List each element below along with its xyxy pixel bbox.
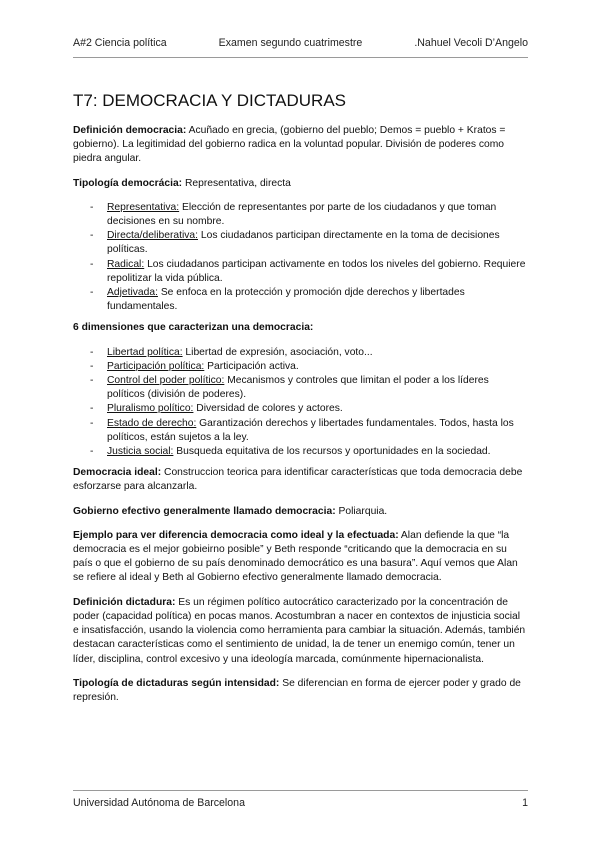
list-text: Participación activa.: [204, 360, 299, 372]
list-text: Busqueda equitativa de los recursos y oportunidades en la sociedad.: [173, 446, 491, 458]
tipologia-dictaduras: [73, 677, 528, 705]
definicion-democracia-text: Acuñado en grecia, (gobierno del pueblo; Demos = pueblo + Kratos = gobierno). La legitimidad del gobierno radica en la voluntad popular. División de poderes como piedra angular.: [73, 125, 506, 165]
democracia-ideal-text: Construccion teorica para identificar características que toda democracia debe esforzarse para alcanzarla.: [73, 467, 523, 493]
gobierno-efectivo-label: Gobierno efectivo generalmente llamado democracia:: [73, 505, 336, 517]
header-author: .Nahuel Vecoli D’Angelo: [414, 37, 528, 49]
dash-marker: -: [90, 360, 94, 372]
list-text: Se enfoca en la protección y promoción djde derechos y libertades fundamentales.: [107, 287, 465, 313]
tipologia-label: Tipología democrácia:: [73, 177, 183, 189]
tipologia-dictaduras-text: Se diferencian en forma de ejercer poder y grado de represión.: [73, 677, 521, 703]
dash-marker: -: [90, 403, 94, 415]
definicion-dictadura: [73, 596, 528, 667]
list-term: Representativa:: [107, 201, 180, 213]
list-item: [73, 417, 528, 445]
list-text: Los ciudadanos participan directamente en la toma de decisiones políticas.: [107, 230, 500, 256]
header-course: A#2 Ciencia política: [73, 37, 167, 49]
dimensiones-label: 6 dimensiones que caracterizan una democracia:: [73, 322, 314, 334]
page-number: 1: [522, 797, 528, 809]
list-text: Mecanismos y controles que limitan el poder a los líderes políticos (división de poderes).: [107, 375, 489, 401]
dash-marker: -: [90, 201, 94, 213]
list-item: [73, 346, 528, 360]
list-term: Participación política:: [107, 360, 205, 372]
definicion-democracia: [73, 124, 528, 167]
document-body: [73, 124, 528, 715]
gobierno-efectivo-text: Poliarquia.: [335, 505, 388, 517]
page-header: [73, 37, 528, 49]
ejemplo-text: Alan defiende la que “la democracia es el mejor gobieirno posible” y Beth responde “criticando que la democracia en su país o que el gobierno de su país denominado democrático es una basura”. Aquí vemos que Alan se refiere al ideal y Beth al Gobierno efectivo generalmente llamado democracia.: [73, 529, 518, 584]
tipologia-dictaduras-label: Tipología de dictaduras según intensidad:: [73, 677, 280, 689]
footer-university: Universidad Autónoma de Barcelona: [73, 797, 245, 809]
list-term: Adjetivada:: [107, 287, 158, 299]
definicion-dictadura-text: Es un régimen político autocrático caracterizado por la concentración de poder (capacidad política) en pocas manos. Acostumbran a nacer en contextos de injusticia social e insatisfacción, usando la violencia como herramienta para cambiar la situación. Además, también destacan características como el sentimiento de unidad, la de tener un enemigo común, tener un líder, disciplina, control excesivo y una ideología marcada, comúnmente hipernacionalista.: [73, 596, 526, 665]
page-title: T7: DEMOCRACIA Y DICTADURAS: [73, 91, 346, 110]
footer-rule: [73, 790, 528, 791]
democracia-ideal-label: Democracia ideal:: [73, 467, 162, 479]
list-item: [73, 201, 528, 229]
dash-marker: -: [90, 375, 94, 387]
list-term: Estado de derecho:: [107, 417, 197, 429]
definicion-democracia-label: Definición democracia:: [73, 125, 187, 136]
gobierno-efectivo: [73, 505, 528, 519]
list-item: [73, 286, 528, 314]
ejemplo-label: Ejemplo para ver diferencia democracia como ideal y la efectuada:: [73, 529, 399, 541]
tipologia-text: Representativa, directa: [182, 177, 291, 189]
list-item: [73, 360, 528, 374]
list-text: Los ciudadanos participan activamente en todos los niveles del gobierno. Requiere repolitizar la vida pública.: [107, 258, 526, 284]
list-text: Libertad de expresión, asociación, voto...: [182, 346, 373, 358]
dash-marker: -: [90, 346, 94, 358]
dimensiones-heading: [73, 321, 528, 335]
list-term: Radical:: [107, 258, 145, 270]
list-term: Directa/deliberativa:: [107, 230, 198, 242]
page-footer: [73, 797, 528, 809]
dash-marker: -: [90, 230, 94, 242]
dash-marker: -: [90, 287, 94, 299]
list-term: Libertad política:: [107, 346, 183, 358]
header-rule: [73, 57, 528, 58]
definicion-dictadura-label: Definición dictadura:: [73, 596, 176, 608]
list-term: Pluralismo político:: [107, 403, 194, 415]
dash-marker: -: [90, 417, 94, 429]
list-item: [73, 374, 528, 402]
list-item: [73, 229, 528, 257]
header-exam: Examen segundo cuatrimestre: [218, 37, 363, 49]
list-term: Control del poder político:: [107, 375, 225, 387]
dimensiones-list: [73, 346, 528, 460]
list-item: [73, 402, 528, 416]
list-text: Elección de representantes por parte de los ciudadanos y que toman decisiones en su nombre.: [107, 201, 497, 228]
ejemplo: [73, 529, 528, 586]
list-item: [73, 445, 528, 459]
dash-marker: -: [90, 258, 94, 270]
dash-marker: -: [90, 446, 94, 458]
democracia-ideal: [73, 466, 528, 494]
list-term: Justicia social:: [107, 446, 174, 458]
tipologia-list: [73, 201, 528, 315]
list-text: Garantización derechos y libertades fundamentales. Todos, hasta los políticos, están sujetos a la ley.: [107, 417, 514, 443]
tipologia-democracia: [73, 177, 528, 191]
list-text: Diversidad de colores y actores.: [193, 403, 343, 415]
list-item: [73, 258, 528, 286]
